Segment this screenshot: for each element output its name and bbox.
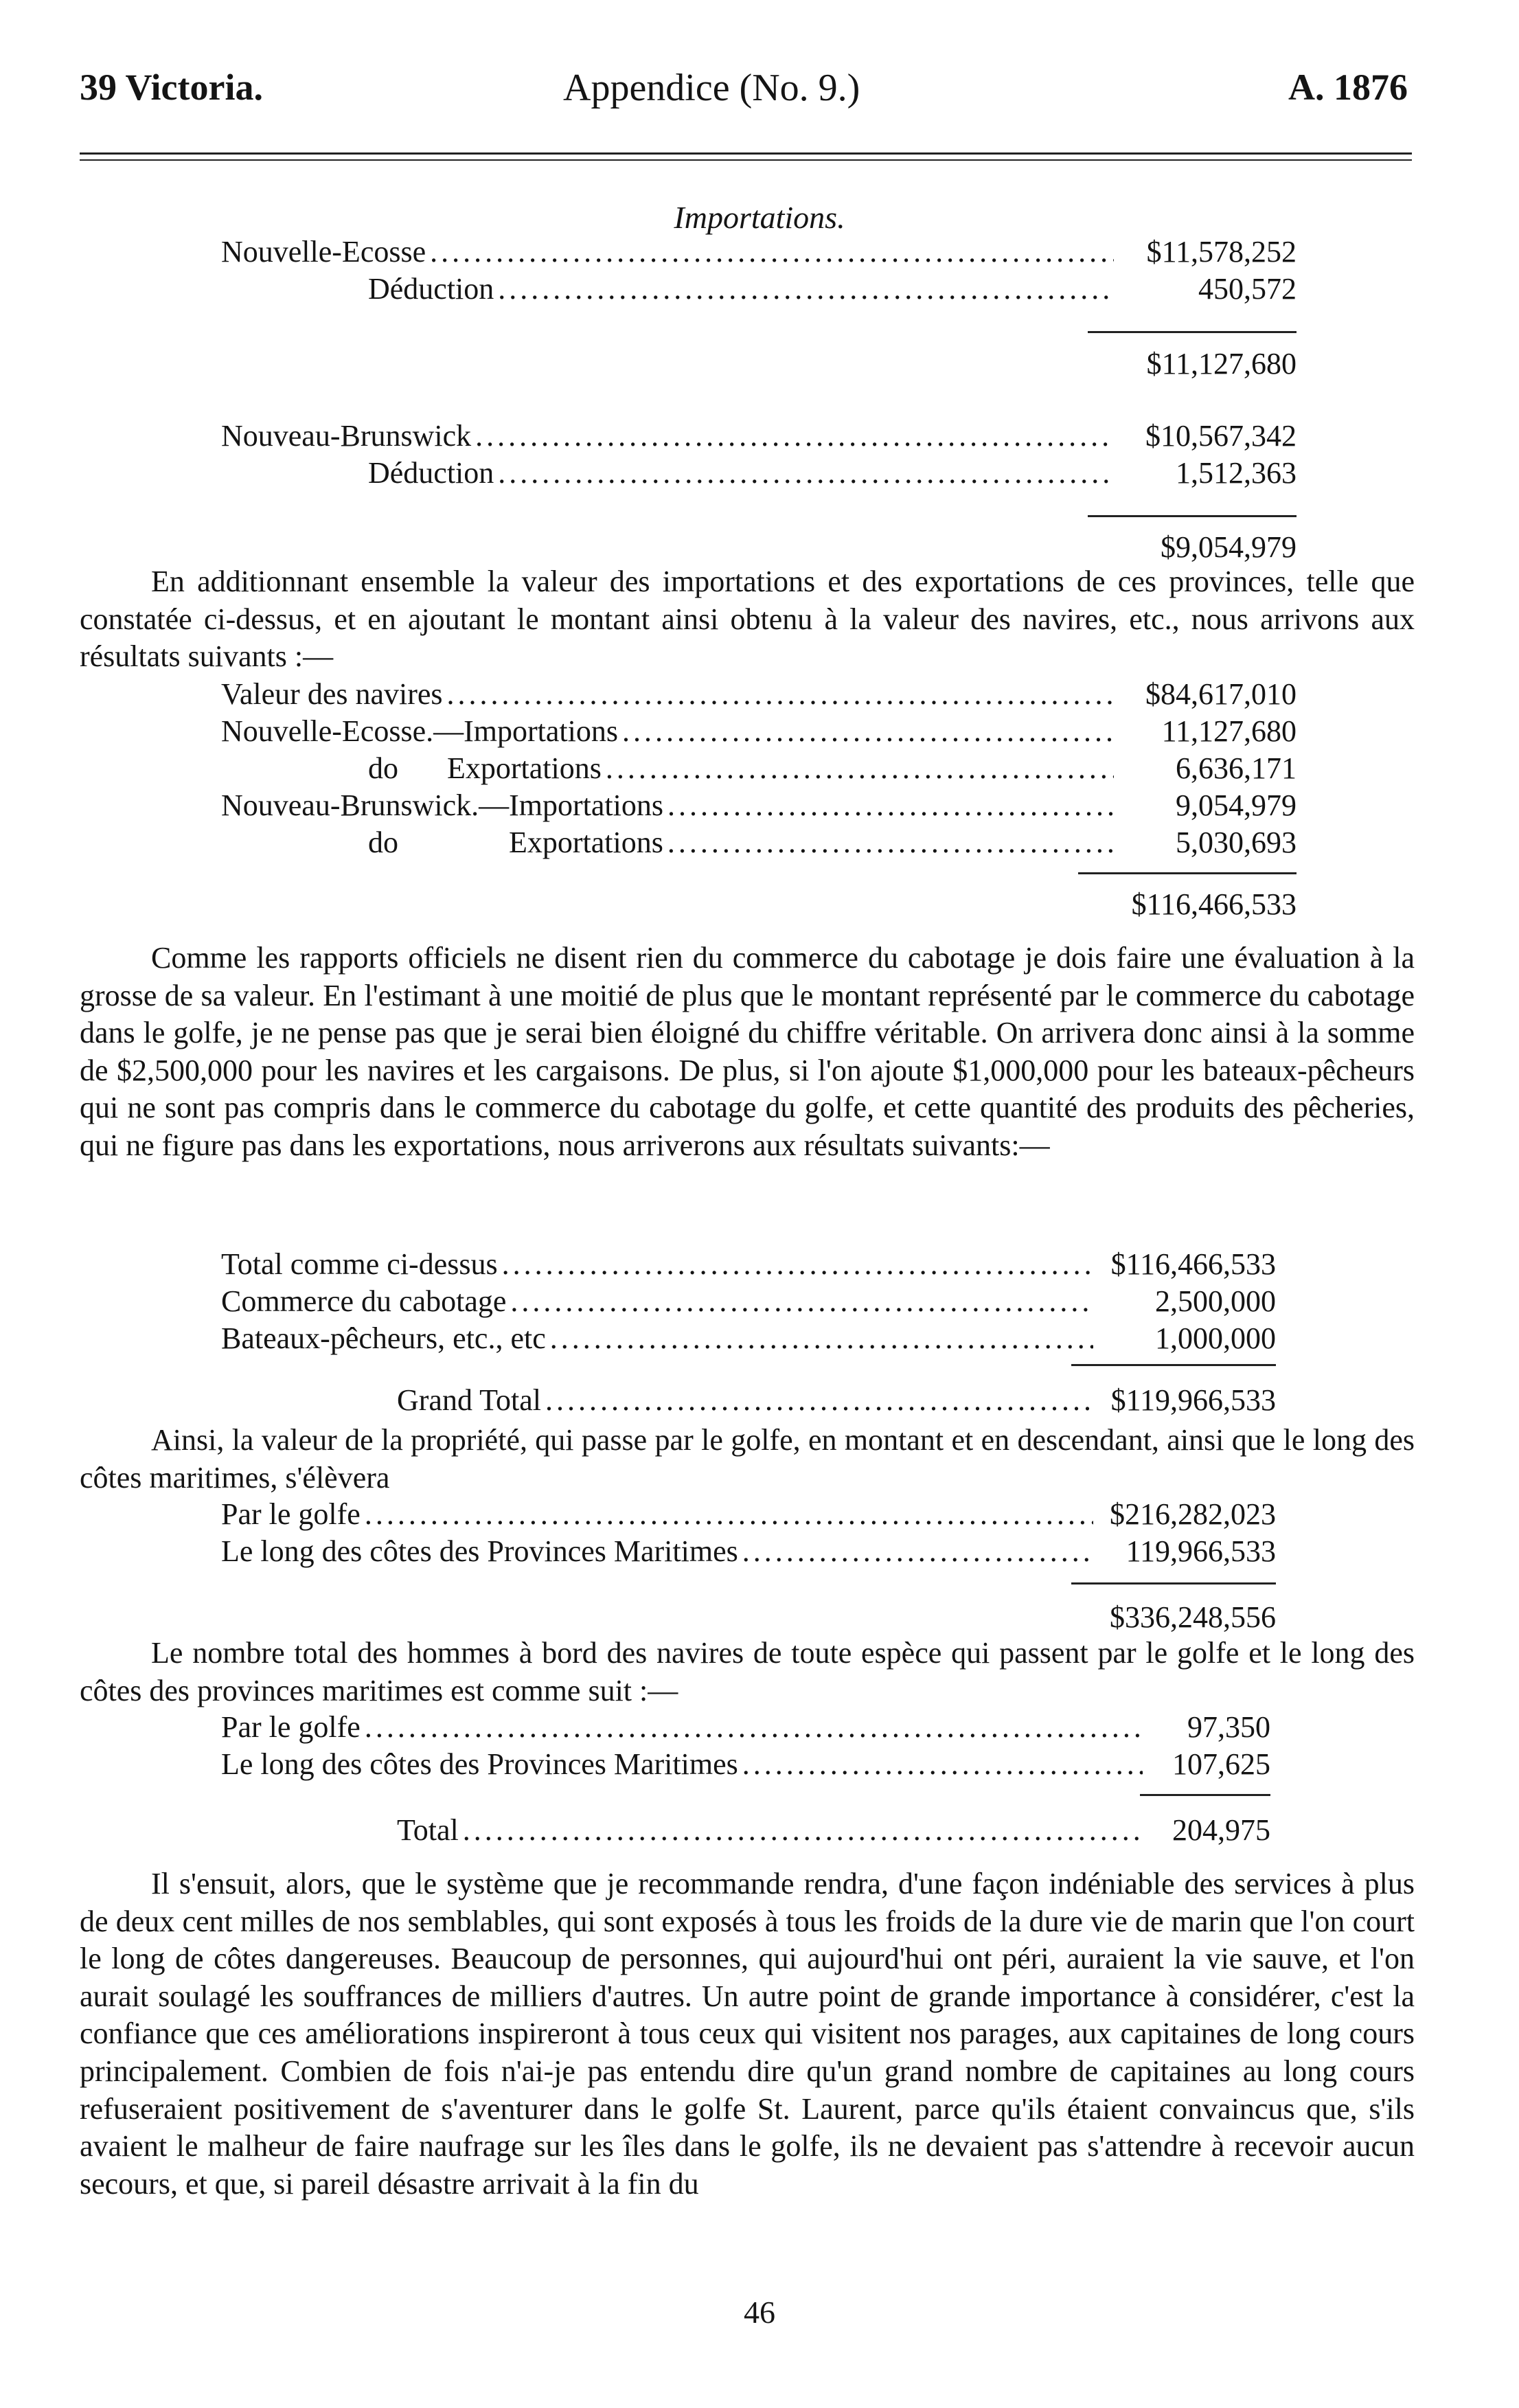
- leader-dots: [622, 713, 1114, 750]
- totals-row: [221, 1246, 1276, 1283]
- row-amount: 97,350: [1187, 1710, 1270, 1744]
- section-title: Importations.: [674, 200, 845, 235]
- row-amount: $10,567,342: [1145, 419, 1297, 453]
- header-rule-bottom: [80, 159, 1412, 161]
- row-label: Le long des côtes des Provinces Maritimes: [221, 1747, 738, 1781]
- paragraph-3: Ainsi, la valeur de la propriété, qui passe par le golfe, en montant et en descendant, ainsi que le long des côtes maritimes, s'élèvera: [80, 1423, 1415, 1495]
- row-label: Déduction: [368, 272, 494, 306]
- row-label: do Exportations: [368, 751, 602, 785]
- leader-dots: [545, 1382, 1093, 1419]
- row-label: Commerce du cabotage: [221, 1284, 507, 1318]
- leader-dots: [498, 455, 1114, 492]
- row-label: Nouvelle-Ecosse.—Importations: [221, 714, 618, 748]
- net-nb: $9,054,979: [1161, 530, 1297, 564]
- row-amount: $216,282,023: [1110, 1497, 1276, 1531]
- page-number: 46: [744, 2295, 775, 2330]
- row-amount: 1,512,363: [1176, 456, 1297, 490]
- leader-dots: [365, 1496, 1093, 1533]
- row-amount: 450,572: [1198, 272, 1297, 306]
- results-total: $116,466,533: [1131, 887, 1297, 921]
- row-amount: $84,617,010: [1145, 677, 1297, 711]
- header-year: A. 1876: [1288, 67, 1408, 108]
- sum-line: [1088, 515, 1297, 517]
- men-row: [221, 1746, 1270, 1783]
- row-amount: $119,966,533: [1110, 1383, 1276, 1417]
- leader-dots: [667, 824, 1114, 861]
- leader-dots: [510, 1283, 1093, 1320]
- row-label: Déduction: [368, 456, 494, 490]
- row-label: Valeur des navires: [221, 677, 443, 711]
- result-row: [221, 787, 1297, 824]
- header-rule-top: [80, 152, 1412, 155]
- row-amount: $116,466,533: [1110, 1247, 1276, 1281]
- import-row-ne: [221, 234, 1297, 271]
- paragraph-2: Comme les rapports officiels ne disent rien du commerce du cabotage je dois faire une évaluation à la grosse de sa valeur. En l'estimant à une moitié de plus que le montant représenté par le commerce du cabotage dans le golfe, je ne pense pas que je serai bien éloigné du chiffre véritable. On arrivera donc ainsi à la somme de $2,500,000 pour les navires et les cargaisons. De plus, si l'on ajoute $1,000,000 pour les bateaux-pêcheurs qui ne sont pas compris dans le commerce du cabotage du golfe, et cette quantité des produits des pêcheries, qui ne figure pas dans les exportations, nous arriverons aux résultats suivants:—: [80, 941, 1415, 1162]
- paragraph-4: Le nombre total des hommes à bord des navires de toute espèce qui passent par le golfe et le long des côtes des provinces maritimes est comme suit :—: [80, 1636, 1415, 1707]
- paragraph-5: Il s'ensuit, alors, que le système que je recommande rendra, d'une façon indéniable des services à plus de deux cent milles de nos semblables, qui sont exposés à tous les froids de la dure vie de marin que l'on court le long de côtes dangereuses. Beaucoup de personnes, qui aujourd'hui ont péri, auraient la vie sauve, et l'on aurait soulagé les souffrances de milliers d'autres. Un autre point de grande importance à considérer, c'est la confiance que ces améliorations inspireront à tous ceux qui visitent nos parages, aux capitaines de long cours principalement. Combien de fois n'ai-je pas entendu dire qu'un grand nombre de capitaines au long cours refuseraient positivement de s'aventurer dans le golfe St. Laurent, parce qu'ils étaient convaincus que, s'ils avaient le malheur de faire naufrage sur les îles dans le golfe, ils ne devaient pas s'attendre à recevoir aucun secours, et que, si pareil désastre arrivait à la fin du: [80, 1867, 1415, 2201]
- property-total: $336,248,556: [1110, 1600, 1276, 1634]
- row-amount: 6,636,171: [1176, 751, 1297, 785]
- import-deduction-ne: [368, 271, 1297, 308]
- totals-row: [221, 1320, 1276, 1357]
- leader-dots: [667, 787, 1114, 824]
- row-label: Par le golfe: [221, 1710, 361, 1744]
- row-label: Nouveau-Brunswick.—Importations: [221, 788, 663, 822]
- men-row: [221, 1709, 1270, 1746]
- leader-dots: [742, 1746, 1143, 1783]
- import-deduction-nb: [368, 455, 1297, 492]
- leader-dots: [475, 418, 1114, 455]
- sum-line: [1140, 1794, 1270, 1796]
- grand-total-row: [397, 1382, 1276, 1419]
- row-amount: 204,975: [1172, 1813, 1270, 1847]
- men-total-row: [397, 1812, 1270, 1849]
- paragraph-1: En additionnant ensemble la valeur des importations et des exportations de ces provinces, telle que constatée ci-dessus, et en ajoutant le montant ainsi obtenu à la valeur des navires, etc., nous arrivons aux résultats suivants :—: [80, 565, 1415, 674]
- row-label: Nouveau-Brunswick: [221, 419, 472, 453]
- row-amount: $11,578,252: [1146, 235, 1297, 269]
- row-label: Le long des côtes des Provinces Maritimes: [221, 1534, 738, 1568]
- leader-dots: [463, 1812, 1143, 1849]
- leader-dots: [742, 1533, 1093, 1570]
- row-label: Total comme ci-dessus: [221, 1247, 498, 1281]
- row-label: Total: [397, 1813, 459, 1847]
- import-row-nb: [221, 418, 1297, 455]
- sum-line: [1071, 1582, 1276, 1584]
- leader-dots: [365, 1709, 1143, 1746]
- row-label: Bateaux-pêcheurs, etc., etc: [221, 1321, 546, 1355]
- header-appendix: Appendice (No. 9.): [563, 67, 860, 109]
- property-row: [221, 1496, 1276, 1533]
- sum-line: [1078, 872, 1297, 874]
- row-amount: 2,500,000: [1155, 1284, 1276, 1318]
- leader-dots: [498, 271, 1114, 308]
- result-row: [368, 750, 1297, 787]
- row-amount: 107,625: [1172, 1747, 1270, 1781]
- sum-line: [1088, 331, 1297, 333]
- header-session: 39 Victoria.: [80, 67, 263, 108]
- row-amount: 1,000,000: [1155, 1321, 1276, 1355]
- row-amount: 119,966,533: [1126, 1534, 1276, 1568]
- result-row: [368, 824, 1297, 861]
- leader-dots: [606, 750, 1114, 787]
- row-amount: 11,127,680: [1161, 714, 1297, 748]
- row-label: Grand Total: [397, 1383, 541, 1417]
- result-row: [221, 676, 1297, 713]
- leader-dots: [430, 234, 1114, 271]
- row-amount: 5,030,693: [1176, 826, 1297, 859]
- leader-dots: [550, 1320, 1093, 1357]
- leader-dots: [502, 1246, 1093, 1283]
- sum-line: [1071, 1364, 1276, 1366]
- net-ne: $11,127,680: [1146, 347, 1297, 380]
- property-row: [221, 1533, 1276, 1570]
- leader-dots: [447, 676, 1114, 713]
- totals-row: [221, 1283, 1276, 1320]
- row-label: do Exportations: [368, 826, 663, 859]
- row-amount: 9,054,979: [1176, 788, 1297, 822]
- row-label: Nouvelle-Ecosse: [221, 235, 426, 269]
- row-label: Par le golfe: [221, 1497, 361, 1531]
- result-row: [221, 713, 1297, 750]
